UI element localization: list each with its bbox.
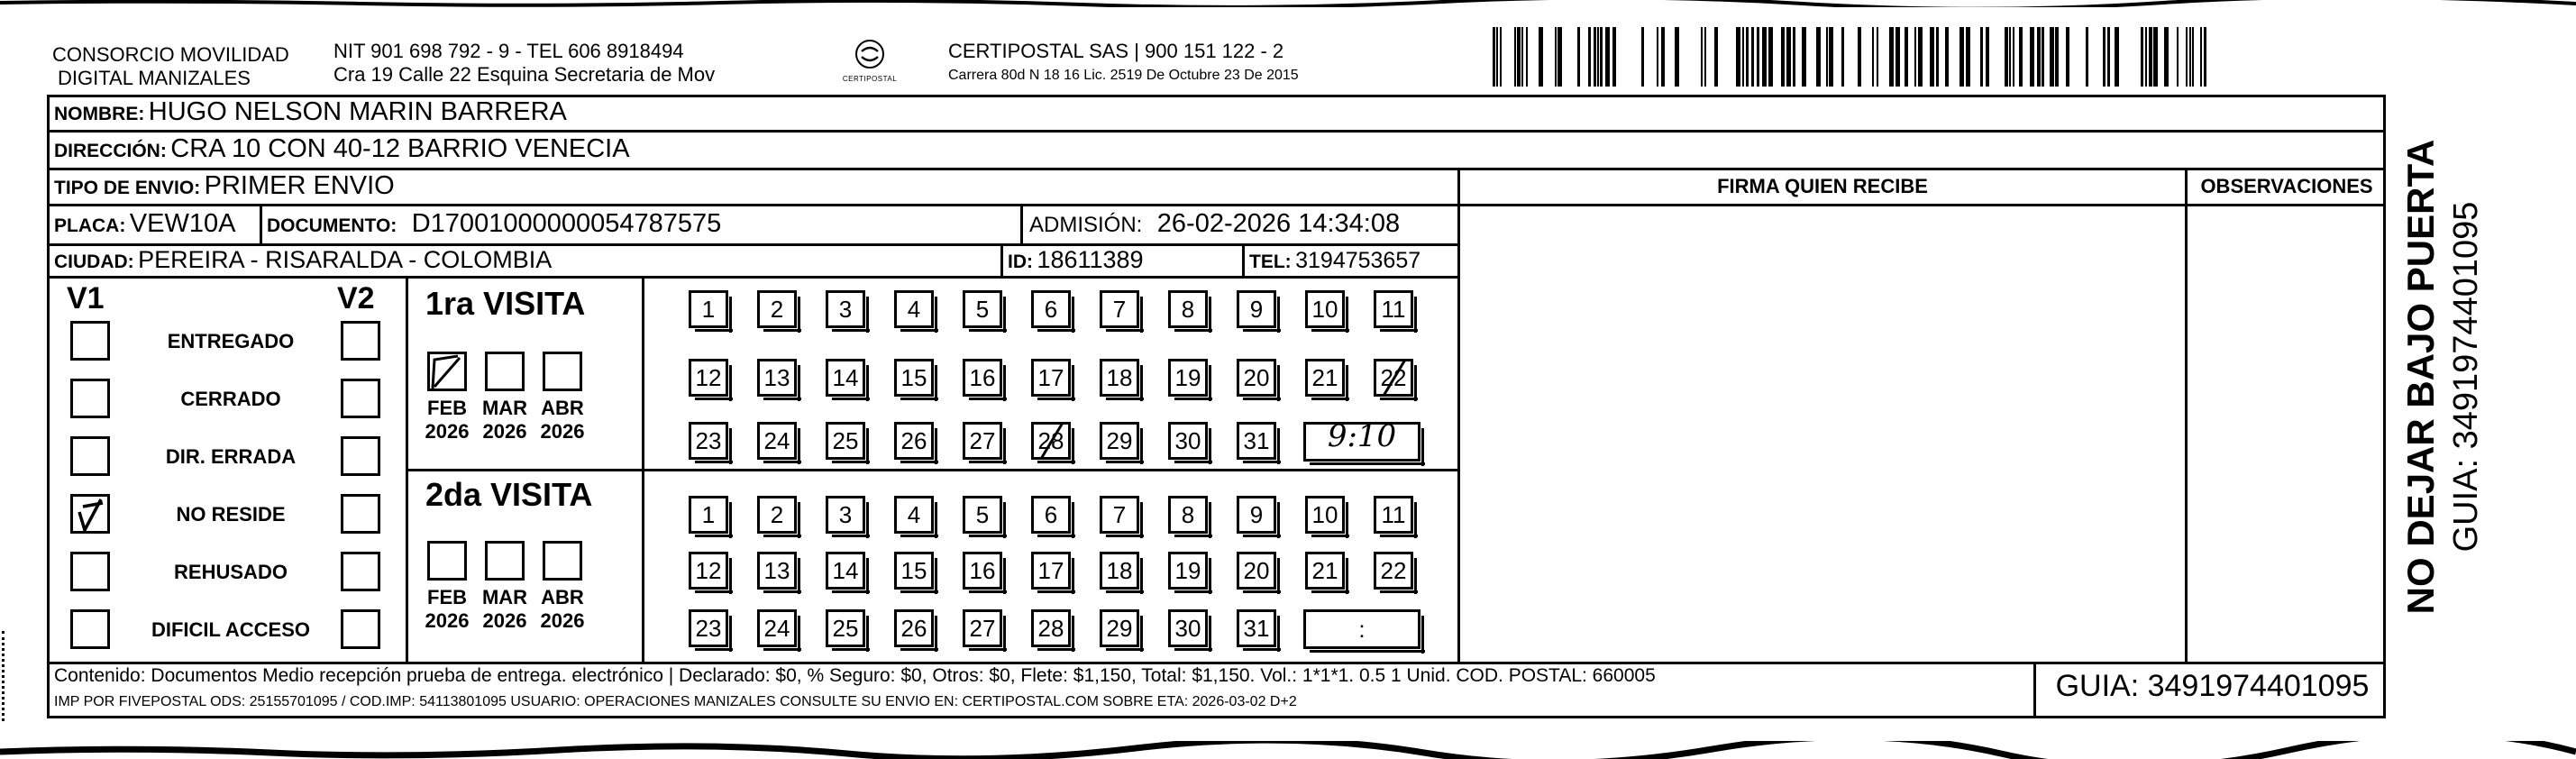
certipostal-logo-icon (854, 38, 886, 70)
second-visit-day-7[interactable]: 7 (1100, 496, 1139, 534)
admision-label: ADMISIÓN: (1029, 213, 1143, 237)
certipostal-line: CERTIPOSTAL SAS | 900 151 122 - 2 (948, 40, 1284, 62)
direccion-value: CRA 10 CON 40-12 BARRIO VENECIA (170, 134, 630, 163)
month-year: 2026 (540, 420, 585, 443)
second-visit-day-27[interactable]: 27 (963, 609, 1002, 647)
v1-checkbox-dir-errada[interactable] (70, 436, 110, 476)
vline-placa (260, 204, 262, 243)
time-value: 9:10 (1327, 418, 1397, 454)
vline-guia (2033, 662, 2036, 718)
documento-value: D17001000000054787575 (411, 209, 722, 238)
tel-cell (1249, 248, 1420, 274)
first-visit-day-7[interactable]: 7 (1100, 290, 1139, 328)
vline-firma-left (1457, 168, 1460, 662)
v2-checkbox-no-reside[interactable] (341, 494, 380, 534)
checkmark-icon (427, 347, 472, 392)
second-visit-month-label (416, 586, 479, 633)
first-visit-day-29[interactable]: 29 (1100, 422, 1139, 460)
second-visit-day-25[interactable]: 25 (826, 609, 865, 647)
placa-cell (54, 209, 235, 239)
first-visit-day-1[interactable]: 1 (689, 290, 728, 328)
mark-icon (1375, 354, 1414, 399)
month-name: FEB (427, 397, 467, 419)
second-visit-day-22[interactable]: 22 (1374, 552, 1413, 590)
first-visit-day-10[interactable]: 10 (1305, 290, 1345, 328)
month-year: 2026 (540, 609, 585, 632)
first-visit-day-20[interactable]: 20 (1237, 359, 1276, 397)
second-visit-day-15[interactable]: 15 (894, 552, 934, 590)
second-visit-day-26[interactable]: 26 (894, 609, 934, 647)
v1-label: V1 (67, 281, 105, 315)
line-nombre-bottom (47, 130, 2386, 133)
second-visit-month-label (473, 586, 536, 633)
second-visit-day-21[interactable]: 21 (1305, 552, 1345, 590)
v2-label: V2 (337, 281, 375, 315)
first-visit-month-label (531, 397, 594, 444)
month-name: ABR (541, 586, 584, 608)
vline-admision (1020, 204, 1023, 243)
second-visit-time[interactable] (1303, 609, 1420, 649)
barcode-graphic (1493, 27, 2208, 87)
second-visit-day-30[interactable]: 30 (1168, 609, 1208, 647)
second-visit-day-3[interactable]: 3 (826, 496, 865, 534)
mark-icon (1032, 417, 1072, 462)
second-visit-day-23[interactable]: 23 (689, 609, 728, 647)
second-visit-month-label (531, 586, 594, 633)
admision-value: 26-02-2026 14:34:08 (1156, 209, 1401, 238)
barcode (1493, 27, 2208, 87)
first-visit-day-30[interactable]: 30 (1168, 422, 1208, 460)
first-visit-day-5[interactable]: 5 (963, 290, 1002, 328)
line-ciudad-bottom (47, 276, 1460, 279)
first-visit-day-11[interactable]: 11 (1374, 290, 1413, 328)
first-visit-day-23[interactable]: 23 (689, 422, 728, 460)
company-name-line1: CONSORCIO MOVILIDAD (52, 43, 289, 66)
v1-checkbox-dificil-acceso[interactable] (70, 609, 110, 649)
tipo-label: TIPO DE ENVIO: (54, 178, 201, 198)
first-visit-day-8[interactable]: 8 (1168, 290, 1208, 328)
month-name: FEB (427, 586, 467, 608)
first-visit-day-28[interactable]: 28 (1031, 422, 1071, 460)
second-visit-day-5[interactable]: 5 (963, 496, 1002, 534)
time-value: : (1358, 615, 1366, 643)
top-torn-edge (0, 0, 2576, 7)
first-visit-month-box-mar[interactable] (485, 352, 525, 391)
no-dejar-title: NO DEJAR BAJO PUERTA (2399, 139, 2442, 615)
company-info (333, 40, 715, 87)
tel-label: TEL: (1249, 251, 1292, 272)
second-visit-day-28[interactable]: 28 (1031, 609, 1071, 647)
month-year: 2026 (482, 420, 527, 443)
v1-checkbox-no-reside[interactable] (70, 494, 110, 534)
v2-checkbox-cerrado[interactable] (341, 379, 380, 418)
first-visit-day-17[interactable]: 17 (1031, 359, 1071, 397)
month-year: 2026 (425, 609, 470, 632)
second-visit-day-17[interactable]: 17 (1031, 552, 1071, 590)
first-visit-day-31[interactable]: 31 (1237, 422, 1276, 460)
second-visit-day-29[interactable]: 29 (1100, 609, 1139, 647)
v1-checkbox-rehusado[interactable] (70, 552, 110, 591)
first-visit-day-22[interactable]: 22 (1374, 359, 1413, 397)
side-guia: GUIA: 3491974401095 (2447, 201, 2485, 553)
nit-line: NIT 901 698 792 - 9 - TEL 606 8918494 (333, 40, 684, 62)
second-visit-day-13[interactable]: 13 (757, 552, 797, 590)
side-text (2398, 124, 2495, 629)
company-name-line2: DIGITAL MANIZALES (58, 67, 251, 89)
second-visit-day-9[interactable]: 9 (1237, 496, 1276, 534)
first-visit-day-21[interactable]: 21 (1305, 359, 1345, 397)
checkmark-icon (70, 494, 110, 534)
first-visit-day-2[interactable]: 2 (757, 290, 797, 328)
first-visit-day-25[interactable]: 25 (826, 422, 865, 460)
second-visit-month-box-abr[interactable] (543, 541, 582, 581)
first-visit-month-label (473, 397, 536, 444)
line-obs-header-bottom (2185, 204, 2386, 206)
month-name: MAR (481, 586, 528, 608)
ciudad-cell (54, 246, 552, 274)
tipo-row (54, 171, 395, 201)
first-visit-day-26[interactable]: 26 (894, 422, 934, 460)
second-visit-day-2[interactable]: 2 (757, 496, 797, 534)
first-visit-day-15[interactable]: 15 (894, 359, 934, 397)
left-dotted-edge (2, 631, 5, 721)
vline-status (406, 276, 408, 662)
direccion-row (54, 134, 630, 164)
first-visit-day-24[interactable]: 24 (757, 422, 797, 460)
first-visit-day-18[interactable]: 18 (1100, 359, 1139, 397)
line-firma-header-bottom (1460, 204, 2185, 206)
second-visit-day-31[interactable]: 31 (1237, 609, 1276, 647)
id-cell (1008, 246, 1144, 274)
second-visit-day-19[interactable]: 19 (1168, 552, 1208, 590)
month-name: ABR (541, 397, 584, 419)
tipo-value: PRIMER ENVIO (204, 171, 395, 200)
first-visit-day-3[interactable]: 3 (826, 290, 865, 328)
line-direccion-bottom (47, 168, 2386, 170)
first-visit-day-9[interactable]: 9 (1237, 290, 1276, 328)
second-visit-day-4[interactable]: 4 (894, 496, 934, 534)
id-value: 18611389 (1037, 246, 1144, 273)
status-label: REHUSADO (174, 561, 288, 583)
first-visit-month-box-abr[interactable] (543, 352, 582, 391)
status-label: NO RESIDE (176, 503, 286, 526)
direccion-label: DIRECCIÓN: (54, 141, 167, 161)
vline-tel (1242, 243, 1245, 276)
second-visit-day-18[interactable]: 18 (1100, 552, 1139, 590)
first-visit-day-19[interactable]: 19 (1168, 359, 1208, 397)
v1-checkbox-cerrado[interactable] (70, 379, 110, 418)
imp-line: IMP POR FIVEPOSTAL ODS: 25155701095 / COD.IMP: 54113801095 USUARIO: OPERACIONES MANIZALES CONSULTE SU ENVIO EN: CERTIPOSTAL.COM SOBRE ETA: 2026-03-02 D+2 (54, 694, 1297, 709)
line-visits-divider (406, 469, 1460, 471)
month-year: 2026 (425, 420, 470, 443)
second-visit-day-16[interactable]: 16 (963, 552, 1002, 590)
month-name: MAR (481, 397, 528, 419)
status-label: DIR. ERRADA (165, 445, 297, 468)
second-visit-month-box-feb[interactable] (427, 541, 467, 581)
first-visit-day-14[interactable]: 14 (826, 359, 865, 397)
vline-id (1000, 243, 1003, 276)
certipostal-address: Carrera 80d N 18 16 Lic. 2519 De Octubre 23 De 2015 (948, 68, 1299, 83)
status-label: DIFICIL ACCESO (151, 618, 310, 641)
bottom-torn-edge (0, 741, 2576, 759)
second-visit-day-11[interactable]: 11 (1374, 496, 1413, 534)
second-visit-month-box-mar[interactable] (485, 541, 525, 581)
nombre-label: NOMBRE: (54, 104, 145, 124)
second-visit-title: 2da VISITA (425, 476, 593, 513)
vline-obs-left (2185, 168, 2188, 662)
first-visit-day-13[interactable]: 13 (757, 359, 797, 397)
certipostal-info (948, 40, 1299, 85)
documento-cell (267, 209, 721, 239)
ciudad-value: PEREIRA - RISARALDA - COLOMBIA (138, 246, 553, 273)
first-visit-time[interactable] (1303, 418, 1420, 462)
first-visit-day-12[interactable]: 12 (689, 359, 728, 397)
placa-value: VEW10A (129, 209, 236, 238)
observaciones-header: OBSERVACIONES (2200, 175, 2373, 197)
id-label: ID: (1008, 251, 1033, 272)
tel-value: 3194753657 (1295, 248, 1421, 273)
first-visit-day-6[interactable]: 6 (1031, 290, 1071, 328)
firma-header: FIRMA QUIEN RECIBE (1717, 175, 1928, 197)
first-visit-month-box-feb[interactable] (427, 352, 467, 391)
status-label: CERRADO (180, 388, 281, 410)
nombre-value: HUGO NELSON MARIN BARRERA (148, 97, 567, 126)
company-address: Cra 19 Calle 22 Esquina Secretaria de Mov (333, 63, 716, 86)
v2-checkbox-entregado[interactable] (341, 321, 380, 361)
second-visit-day-8[interactable]: 8 (1168, 496, 1208, 534)
second-visit-day-6[interactable]: 6 (1031, 496, 1071, 534)
logo-text: CERTIPOSTAL (842, 75, 898, 83)
placa-label: PLACA: (54, 215, 126, 236)
nombre-row (54, 97, 567, 127)
certipostal-logo (834, 38, 906, 88)
vline-months (642, 276, 644, 662)
second-visit-day-20[interactable]: 20 (1237, 552, 1276, 590)
first-visit-day-16[interactable]: 16 (963, 359, 1002, 397)
v2-checkbox-rehusado[interactable] (341, 552, 380, 591)
company-name (52, 43, 289, 90)
v2-checkbox-dir-errada[interactable] (341, 436, 380, 476)
first-visit-day-4[interactable]: 4 (894, 290, 934, 328)
v1-checkbox-entregado[interactable] (70, 321, 110, 361)
first-visit-month-label (416, 397, 479, 444)
first-visit-day-27[interactable]: 27 (963, 422, 1002, 460)
second-visit-day-1[interactable]: 1 (689, 496, 728, 534)
second-visit-day-10[interactable]: 10 (1305, 496, 1345, 534)
status-label: ENTREGADO (167, 330, 295, 352)
admision-cell (1029, 209, 1400, 239)
month-year: 2026 (482, 609, 527, 632)
v2-checkbox-dificil-acceso[interactable] (341, 609, 380, 649)
ciudad-label: CIUDAD: (54, 251, 134, 272)
guia-box: GUIA: 3491974401095 (2055, 669, 2370, 703)
second-visit-day-12[interactable]: 12 (689, 552, 728, 590)
first-visit-title: 1ra VISITA (425, 285, 586, 322)
second-visit-day-24[interactable]: 24 (757, 609, 797, 647)
contenido-line: Contenido: Documentos Medio recepción prueba de entrega. electrónico | Declarado: $0, % Seguro: $0, Otros: $0, Flete: $1,150, Total: $1,150. Vol.: 1*1*1. 0.5 1 Unid. COD. POSTAL: 660005 (54, 665, 1656, 686)
second-visit-day-14[interactable]: 14 (826, 552, 865, 590)
documento-label: DOCUMENTO: (267, 215, 397, 236)
